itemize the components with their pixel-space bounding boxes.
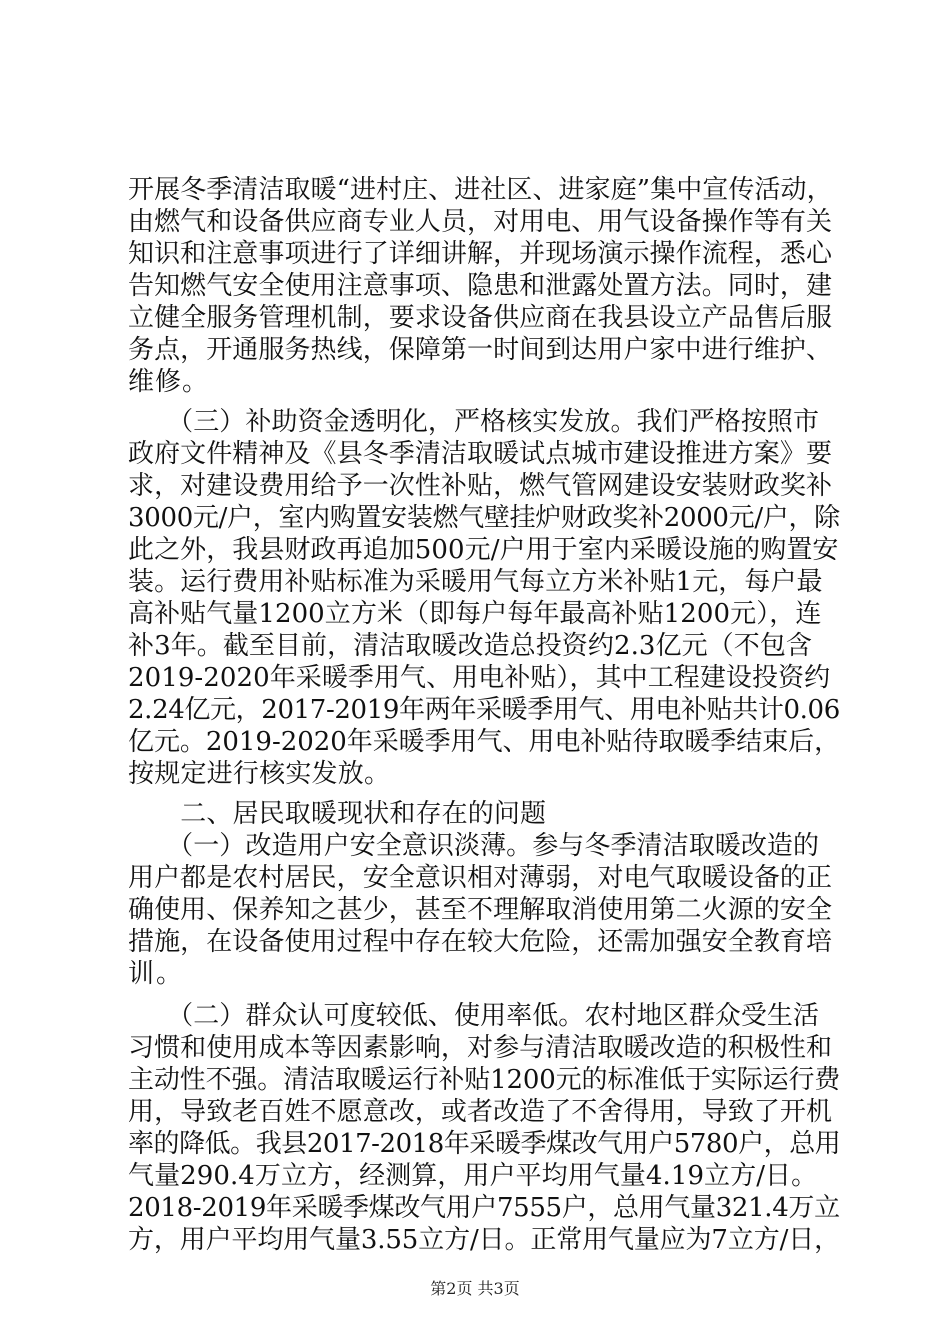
text-line: 开展冬季清洁取暖“进村庄、进社区、进家庭”集中宣传活动，: [128, 175, 833, 205]
text-line: 用户都是农村居民，安全意识相对薄弱，对电气取暖设备的正: [128, 863, 833, 893]
text-line: 率的降低。我县2017-2018年采暖季煤改气用户5780户，总用: [128, 1129, 841, 1159]
text-line: 2019-2020年采暖季用气、用电补贴），其中工程建设投资约: [128, 663, 831, 693]
text-line: 政府文件精神及《县冬季清洁取暖试点城市建设推进方案》要: [128, 439, 833, 469]
text-line: 亿元。2019-2020年采暖季用气、用电补贴待取暖季结束后，: [128, 727, 841, 757]
text-line: 知识和注意事项进行了详细讲解，并现场演示操作流程，悉心: [128, 239, 833, 269]
text-line: 按规定进行核实发放。: [128, 759, 391, 789]
text-line: 主动性不强。清洁取暖运行补贴1200元的标准低于实际运行费: [128, 1065, 841, 1095]
text-line: 维修。: [128, 367, 210, 397]
text-line: 二、居民取暖现状和存在的问题: [128, 799, 547, 829]
text-line: 求，对建设费用给予一次性补贴，燃气管网建设安装财政奖补: [128, 471, 833, 501]
text-line: 立健全服务管理机制，要求设备供应商在我县设立产品售后服: [128, 303, 833, 333]
text-line: 确使用、保养知之甚少，甚至不理解取消使用第二火源的安全: [128, 895, 833, 925]
text-line: 告知燃气安全使用注意事项、隐患和泄露处置方法。同时，建: [128, 271, 833, 301]
text-line: 务点，开通服务热线，保障第一时间到达用户家中进行维护、: [128, 335, 833, 365]
text-line: 用，导致老百姓不愿意改，或者改造了不舍得用，导致了开机: [128, 1097, 833, 1127]
text-line: 措施，在设备使用过程中存在较大危险，还需加强安全教育培: [128, 927, 833, 957]
page-footer: 第2页 共3页: [430, 1279, 520, 1298]
text-line: 3000元/户，室内购置安装燃气壁挂炉财政奖补2000元/户，除: [128, 503, 840, 533]
text-line: 补3年。截至目前，清洁取暖改造总投资约2.3亿元（不包含: [128, 631, 812, 661]
text-line: 2018-2019年采暖季煤改气用户7555户，总用气量321.4万立: [128, 1193, 840, 1223]
text-line: 气量290.4万立方，经测算，用户平均用气量4.19立方/日。: [128, 1161, 818, 1191]
text-line: 装。运行费用补贴标准为采暖用气每立方米补贴1元，每户最: [128, 567, 823, 597]
text-line: 方，用户平均用气量3.55立方/日。正常用气量应为7立方/日，: [128, 1225, 840, 1255]
text-line: （三）补助资金透明化，严格核实发放。我们严格按照市: [128, 407, 820, 437]
text-line: （一）改造用户安全意识淡薄。参与冬季清洁取暖改造的: [128, 831, 820, 861]
text-line: 训。: [128, 959, 185, 989]
text-line: 2.24亿元，2017-2019年两年采暖季用气、用电补贴共计0.06: [128, 695, 840, 725]
text-line: 习惯和使用成本等因素影响，对参与清洁取暖改造的积极性和: [128, 1033, 833, 1063]
text-line: 此之外，我县财政再追加500元/户用于室内采暖设施的购置安: [128, 535, 839, 565]
text-line: 高补贴气量1200立方米（即每户每年最高补贴1200元），连: [128, 599, 822, 629]
text-line: 由燃气和设备供应商专业人员，对用电、用气设备操作等有关: [128, 207, 833, 237]
text-line: （二）群众认可度较低、使用率低。农村地区群众受生活: [128, 1001, 820, 1031]
